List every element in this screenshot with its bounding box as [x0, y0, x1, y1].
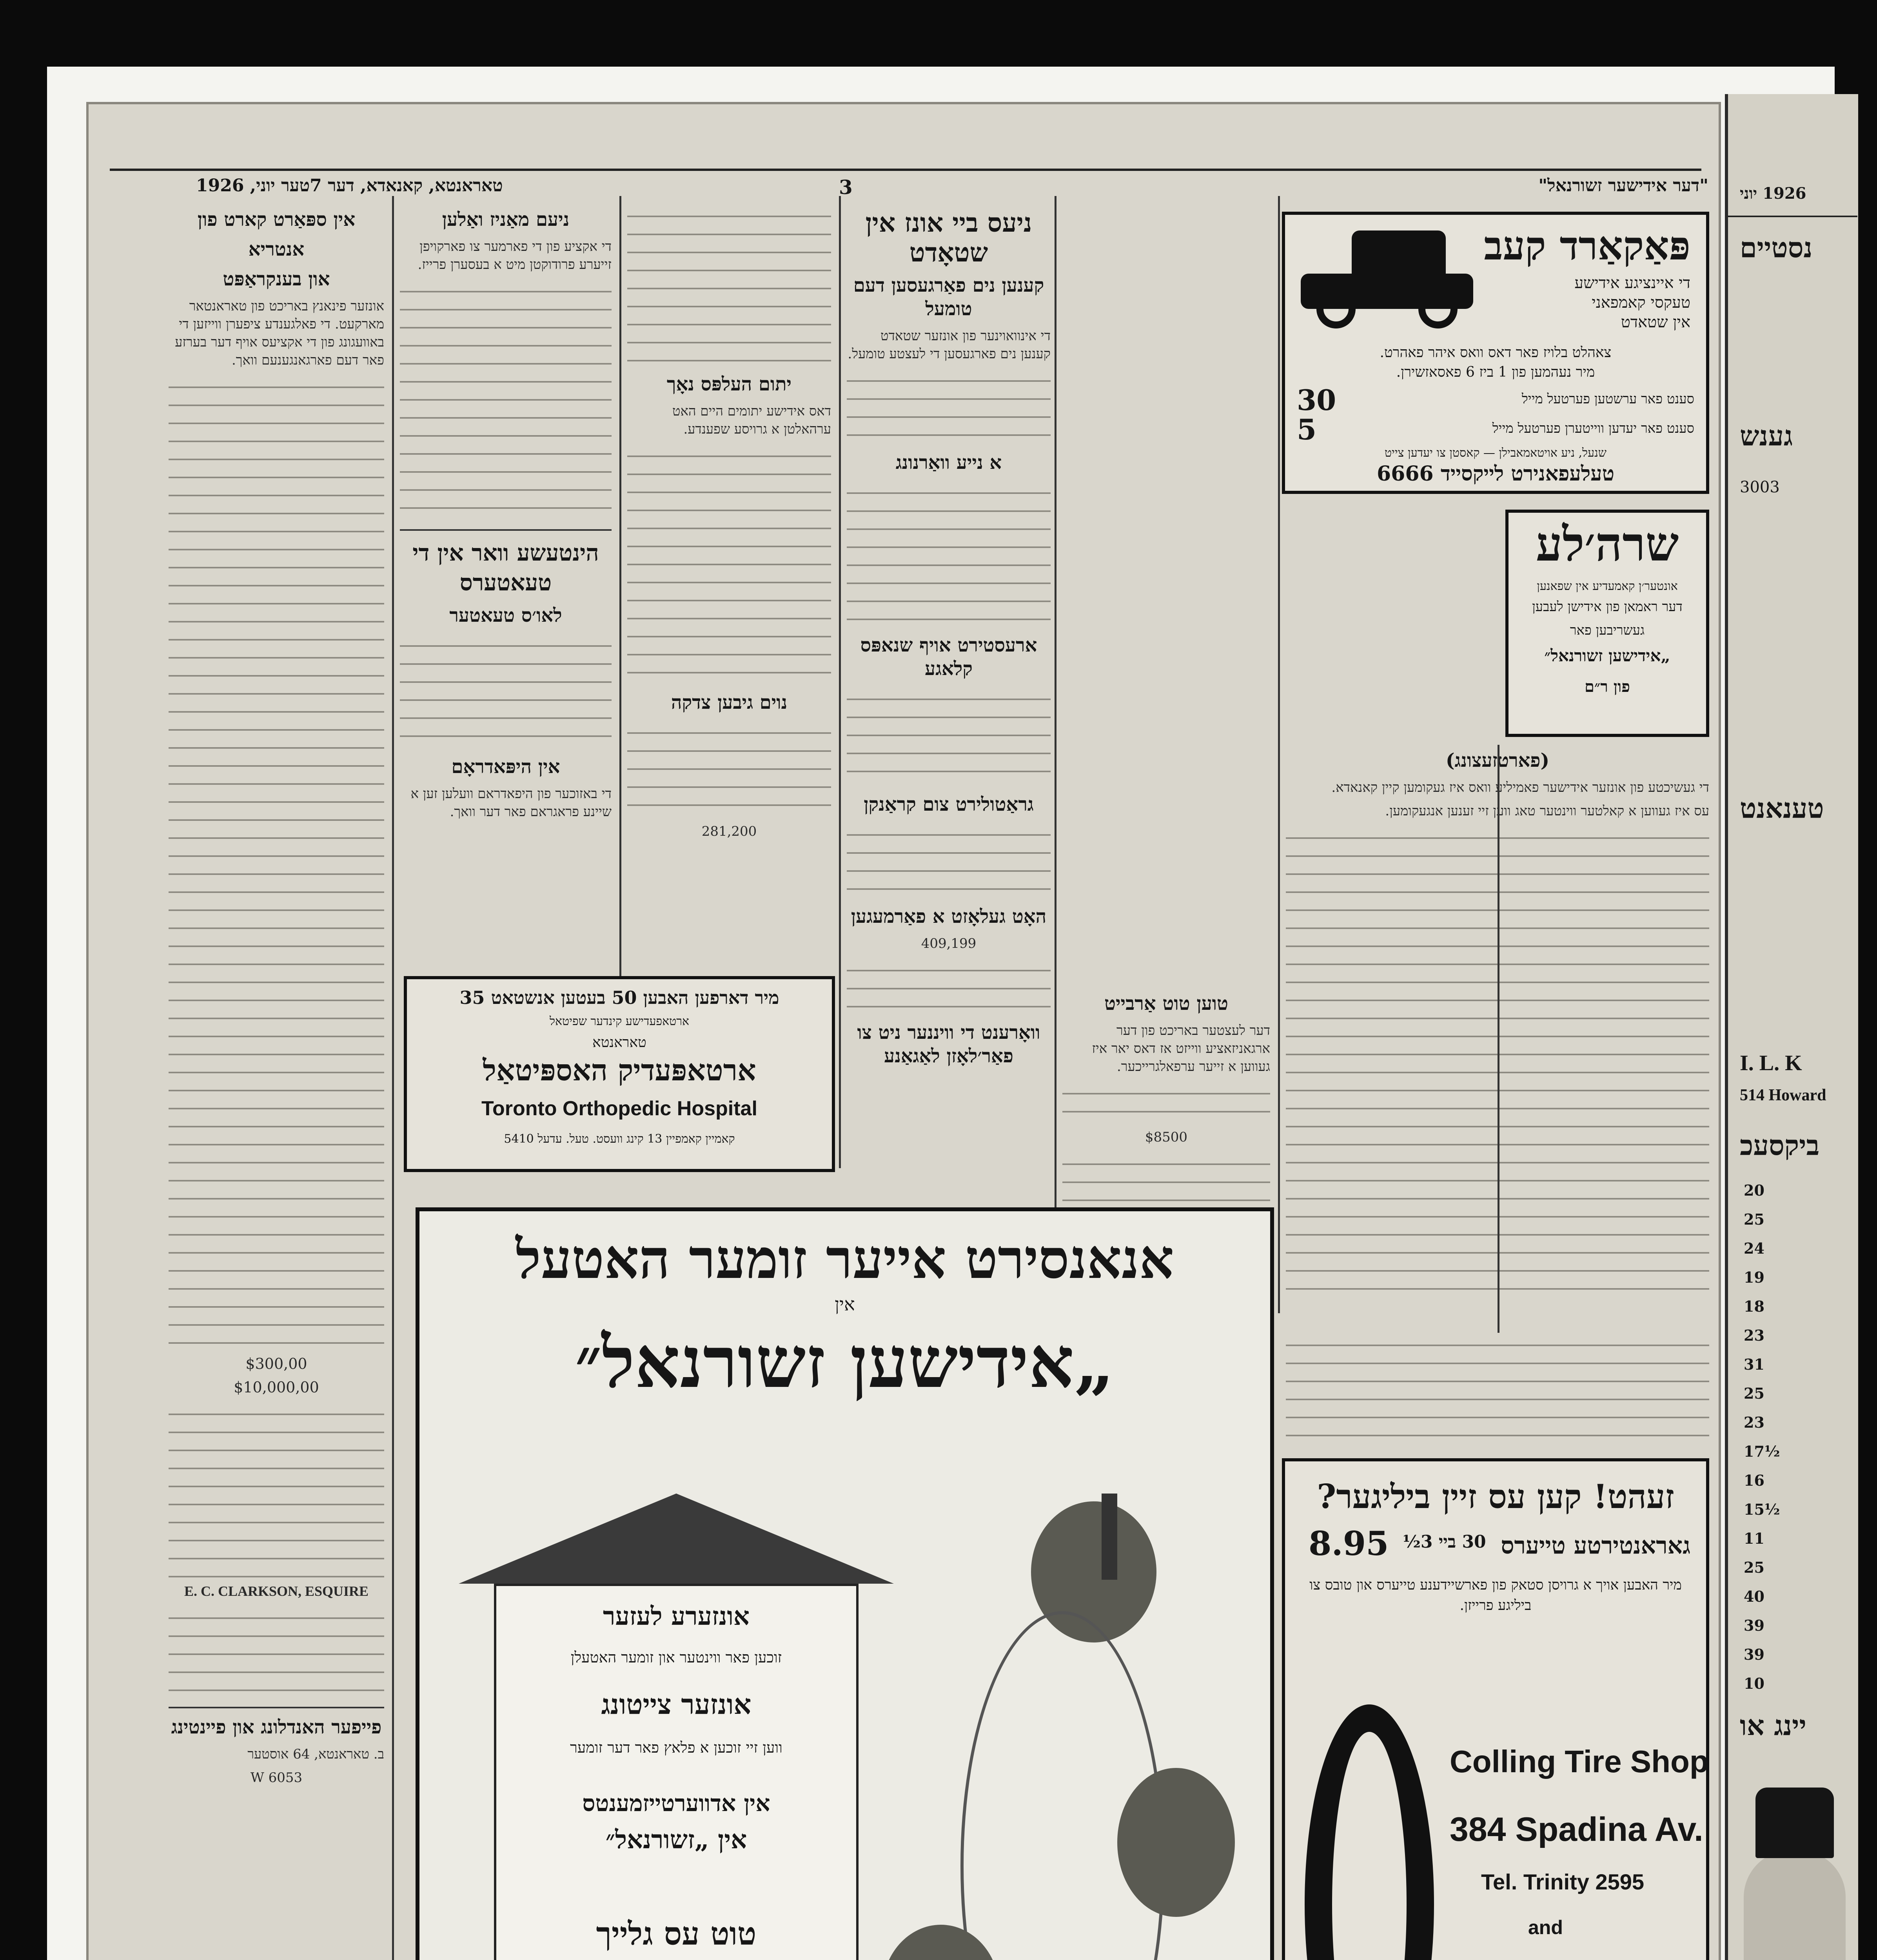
- local-news-column: [847, 204, 1051, 1176]
- header-rule: [110, 169, 1701, 171]
- address: ב. טאראנטא, 64 אוסטער: [247, 1746, 384, 1762]
- amount: $10,000,00: [234, 1379, 319, 1396]
- article-text: די געשיכטע פון אונזער אידישער פאמיליע וואס איז געקומען קיין קאנאדא.: [1331, 780, 1709, 795]
- sign-text: זוכען פאר ווינטער און זומער האטעלן: [570, 1649, 782, 1666]
- section-heading: און בענקראַפּט: [223, 268, 330, 290]
- ad-connector: אין: [835, 1294, 855, 1315]
- article-text: די באזוכער פון היפאדראם וועלען זען א שיינע פראגראם פאר דער וואך.: [410, 786, 612, 820]
- serial-line: „אידישען זשורנאל״: [1544, 646, 1670, 665]
- text-block: [169, 1402, 384, 1582]
- page-number: 3: [839, 176, 853, 199]
- ad-subline: די איינציגע אידישע: [1574, 274, 1690, 292]
- ad-note: שנעל, ניע אויטאמאבילן — קאסטן צו יעדען צייט: [1384, 446, 1607, 460]
- rate-additional-text: סענט פאר יעדען ווייטערן פערטעל מייל: [1492, 421, 1694, 436]
- text-block: [627, 444, 831, 687]
- adjacent-heading-3: טענאנט: [1740, 792, 1824, 824]
- rate-first: 30: [1297, 383, 1336, 417]
- adjacent-phone: 3003: [1740, 478, 1780, 496]
- ad-city: טאראנטא: [592, 1034, 646, 1051]
- price-list-item: 11: [1744, 1530, 1764, 1547]
- clarkson-name: E. C. CLARKSON, ESQUIRE: [184, 1583, 369, 1599]
- man-portrait-image: [1744, 1850, 1846, 1960]
- section-heading: נוים גיבען צדקה: [671, 691, 788, 713]
- text-block: [847, 368, 1051, 447]
- price-list-item: 25: [1744, 1559, 1764, 1576]
- ad-hospital-name-english: Toronto Orthopedic Hospital: [481, 1097, 757, 1120]
- section-heading: ניעם מאַניז ואַלען: [442, 209, 570, 230]
- masthead-title: "דער אידישער זשורנאל": [1538, 176, 1708, 196]
- serial-line: אונטער׳ן קאמעדיע אין שפאנען: [1537, 579, 1678, 593]
- text-block: [400, 279, 612, 522]
- serial-story-continued: [1286, 1333, 1709, 1458]
- article-text: דאס אידישע יתומים היים האט ערהאלטן א גרויסע שפענדע.: [672, 403, 831, 437]
- section-subheading: קענען נים פאַרגעסען דעם טומעל: [853, 274, 1044, 320]
- column-rule-3: [839, 196, 841, 1168]
- ad-phone: טעלעפאנירט לייקסייד 6666: [1377, 462, 1614, 486]
- section-heading: פייפער האנדלונג און פיינטינג: [171, 1716, 382, 1738]
- theatre-column: [400, 204, 612, 972]
- sign-house-illustration: [451, 1494, 902, 1960]
- adjacent-heading-1: נסטיים: [1740, 231, 1813, 264]
- section-heading: א נייע וואַרנונג: [895, 452, 1002, 474]
- divider: [400, 529, 612, 531]
- price-list-item: 25: [1744, 1210, 1764, 1228]
- ad-headline: זעהט! קען עס זיין ביליגער?: [1317, 1477, 1674, 1516]
- ad-headline: מיר דארפען האבען 50 בעטען אנשטאט 35: [459, 987, 779, 1008]
- adjacent-date: 1926 יוני: [1740, 184, 1806, 203]
- section-heading: אנטריא: [248, 238, 305, 260]
- ad-address: קאמיין קאמפיין 13 קינג וועסט. טעל. עדעל 5410: [504, 1132, 735, 1146]
- adjacent-page-strip: [1725, 94, 1858, 1960]
- section-heading: האָט געלאָזט א פאַרמעגען: [851, 906, 1047, 927]
- ad-subline: אין שטאדט: [1621, 313, 1690, 331]
- column-rule-6: [1498, 745, 1499, 1333]
- sign-call-to-action: טוט עס גלייך: [596, 1915, 757, 1952]
- text-block: [847, 822, 1051, 901]
- section-heading: טוען טוט אַרבייט: [1104, 993, 1229, 1014]
- article-text: עס איז געווען א קאלטער ווינטער טאג ווען זיי זענען אנגעקומען.: [1385, 803, 1709, 819]
- and-label: and: [1528, 1916, 1563, 1938]
- text-block: [400, 633, 612, 751]
- finance-column: [169, 204, 384, 1960]
- serial-line: געשריבען פאר: [1570, 622, 1645, 638]
- text-block: [847, 481, 1051, 630]
- ad-title: פּאַקאַרד קעב: [1484, 223, 1690, 269]
- tire-icon: [1305, 1704, 1434, 1960]
- amount: $8500: [1145, 1129, 1188, 1145]
- adjacent-rule: [1728, 216, 1857, 217]
- page-date: טאראנטא, קאנאדא, דער 7טער יוני, 1926: [196, 176, 503, 196]
- sign-text: אין אדווערטייזמענטס: [582, 1790, 770, 1817]
- section-heading: וואָרענט די וויננער ניט צו פאַר׳לאָזן לאַגאַנע: [857, 1022, 1040, 1067]
- shop-address: 384 Spadina Av.: [1450, 1811, 1703, 1848]
- text-block: [627, 720, 831, 822]
- amount: $300,00: [245, 1355, 307, 1372]
- section-heading: ניעס ביי אונז אין שטאָדט: [865, 207, 1032, 268]
- section-heading: ארעסטירט אויף שנאפּס קלאגע: [860, 634, 1037, 680]
- amount: 281,200: [701, 824, 757, 839]
- top-hat-icon: [1755, 1788, 1834, 1858]
- rate-first-text: סענט פאר ערשטען פערטעל מייל: [1521, 391, 1694, 407]
- text-block: [1286, 1333, 1709, 1450]
- price-list-item: 16: [1744, 1472, 1764, 1489]
- adjacent-price-list: [1744, 1176, 1853, 1698]
- section-heading: גראַטולירט צום קראַנקן: [864, 793, 1034, 815]
- adjacent-address: 514 Howard: [1740, 1086, 1826, 1104]
- section-heading: (פארטזעצונג): [1445, 750, 1550, 771]
- ad-subline: ארטאפעדישע קינדער שפיטאל: [550, 1014, 689, 1028]
- text-block: [169, 375, 384, 1355]
- tire-shop-ad: [1282, 1458, 1709, 1960]
- article-text: די אקציע פון די פארמער צו פארקויפן זייערע פרודוקטן מיט א בעסערן פרייז.: [418, 239, 612, 272]
- serial-title: שרה׳לע: [1536, 517, 1679, 572]
- column-rule-1: [392, 196, 394, 1960]
- text-block: [627, 204, 831, 368]
- charity-column: [627, 204, 831, 972]
- tire-size: 30 ביי 3½: [1403, 1532, 1486, 1552]
- ad-hours: מיר נעהמען פון 1 ביז 6 פאסאזשירן.: [1396, 364, 1595, 380]
- ad-hospital-name: ארטאפּעדיק האספּיטאַל: [483, 1054, 756, 1087]
- ad-rates-title: צאהלט בלויז פאר דאס וואס איהר פאהרט.: [1380, 345, 1612, 361]
- article-text: די אינוואוינער פון אונזער שטאדט קענען נים פארגעסען די לעצטע טומעל.: [848, 328, 1051, 362]
- section-heading: הינטעשע וואר אין די טעאטערס: [412, 539, 599, 596]
- adjacent-heading-4: ביקסעכ: [1740, 1129, 1820, 1161]
- taxi-car-image: [1301, 230, 1473, 332]
- divider: [169, 1707, 384, 1708]
- serial-line: פון ר״ם: [1585, 677, 1630, 696]
- article-text: אונזער פינאנץ באריכט פון טאראנטאר מארקעט. די פאלגענדע ציפערן ווייזען די באוועגונג פון די אקציעס אויף דער בערזע פאר דעם פארגאנגענעם וואך.: [175, 298, 384, 368]
- column-rule-5: [1278, 196, 1280, 1313]
- phone: W 6053: [250, 1770, 303, 1786]
- price-list-item: 24: [1744, 1240, 1764, 1257]
- adjacent-name: I. L. K: [1740, 1051, 1802, 1075]
- ad-body: מיר האבען אויך א גרויסן סטאק פון פארשיידענע טייערס און טובס צו ביליגע פרייזן.: [1309, 1577, 1682, 1613]
- article-text: דער לעצטער באריכט פון דער ארגאניזאציע ווייזט אז דאס יאר איז געווען א זייער ערפאלגרייכער.: [1092, 1023, 1270, 1074]
- shop-name: Colling Tire Shop: [1450, 1744, 1709, 1779]
- sign-text: אין „זשורנאל״: [605, 1825, 747, 1855]
- price-list-item: 18: [1744, 1298, 1764, 1315]
- price-list-item: 23: [1744, 1327, 1764, 1344]
- country-road-illustration: [882, 1494, 1235, 1960]
- price-list-item: 31: [1744, 1356, 1764, 1373]
- section-heading: אין היפּאדראָם: [451, 756, 560, 778]
- shop-phone: Tel. Trinity 2595: [1481, 1869, 1645, 1894]
- price-list-item: 39: [1744, 1617, 1764, 1634]
- tire-price: 8.95: [1309, 1524, 1389, 1563]
- adjacent-heading-2: גענש: [1740, 419, 1793, 452]
- text-block: [847, 958, 1051, 1017]
- amount: 409,199: [921, 936, 977, 951]
- orthopedic-hospital-ad: [404, 976, 835, 1172]
- text-block: [847, 687, 1051, 789]
- price-list-item: 19: [1744, 1269, 1764, 1286]
- price-list-item: 10: [1744, 1675, 1764, 1692]
- price-list-item: 20: [1744, 1181, 1764, 1199]
- rate-additional: 5: [1297, 413, 1317, 446]
- adjacent-heading-5: יינג או: [1740, 1709, 1806, 1742]
- tire-guarantee: גאראנטירטע טייערס: [1501, 1532, 1690, 1559]
- serial-title-box: [1505, 510, 1709, 737]
- price-list-item: 40: [1744, 1588, 1764, 1605]
- summer-hotel-ad: [416, 1207, 1274, 1960]
- ad-newspaper-name: „אידישען זשורנאל״: [575, 1321, 1115, 1404]
- price-list-item: 17½: [1744, 1443, 1780, 1460]
- section-heading: לאו׳ס טעאטער: [449, 604, 562, 626]
- section-heading: יתום העלפּס נאָך: [666, 373, 792, 395]
- text-block: [1062, 1081, 1270, 1128]
- price-list-item: 39: [1744, 1646, 1764, 1663]
- packard-cab-ad: [1282, 212, 1709, 494]
- ad-headline: אנאנסירט אייער זומער האטעל: [516, 1227, 1174, 1291]
- price-list-item: 15½: [1744, 1501, 1780, 1518]
- sign-title: אונזערע לעזער: [603, 1602, 750, 1631]
- text-block: [169, 1606, 384, 1700]
- sign-mid: אונזער צייטונג: [601, 1688, 752, 1720]
- ad-subline: טעקסי קאמפאני: [1592, 294, 1690, 312]
- price-list-item: 23: [1744, 1414, 1764, 1431]
- sign-text: ווען זיי זוכען א פלאץ פאר דער זומער: [570, 1739, 782, 1756]
- serial-line: דער ראמאן פון אידישן לעבען: [1532, 599, 1683, 615]
- section-heading: אין ספּאַרט קארט פון: [197, 209, 356, 230]
- price-list-item: 25: [1744, 1385, 1764, 1402]
